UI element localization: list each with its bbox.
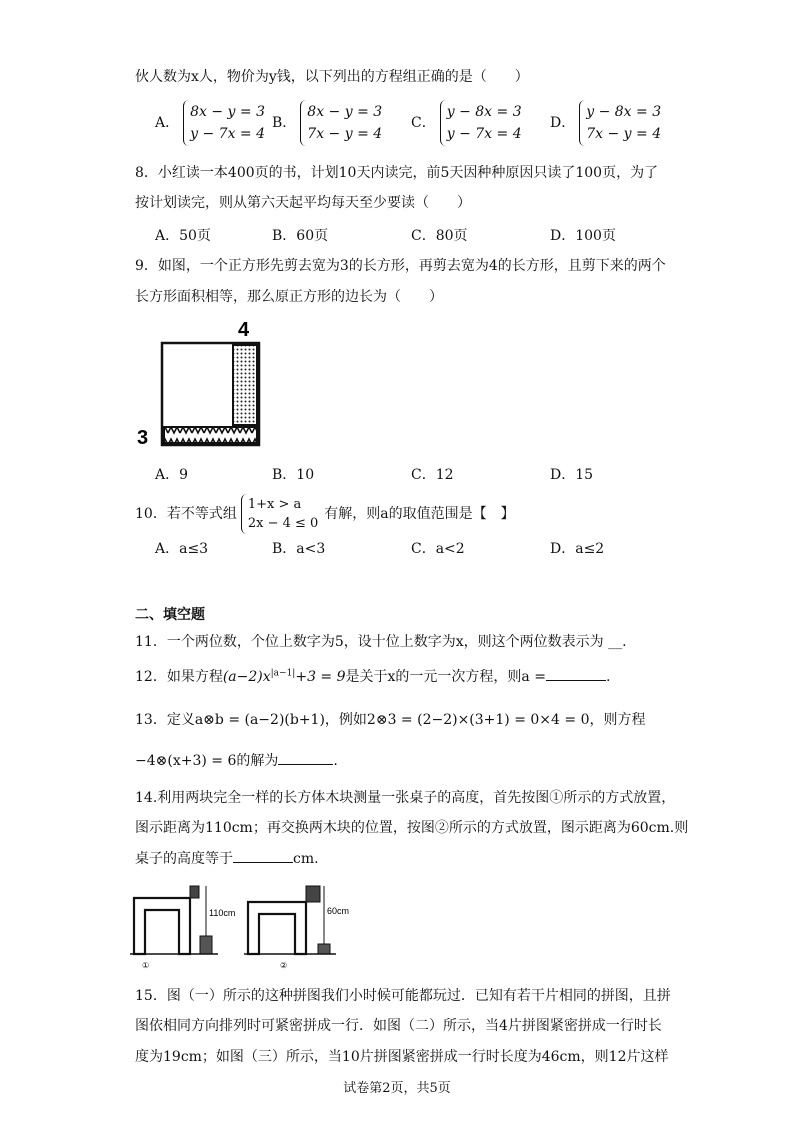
q9-option-b: B．10 <box>272 467 315 483</box>
option-label: D． <box>550 115 576 131</box>
q15-line-2: 图依相同方向排列时可紧密拼成一行．如图（二）所示，当4片拼图紧密拼成一行时长 <box>135 1018 662 1034</box>
q7-option-b <box>272 100 382 146</box>
q7-stem: 伙人数为x人，物价为y钱，以下列出的方程组正确的是（ ） <box>135 69 529 85</box>
q12-end: . <box>605 669 611 685</box>
q14-line-3 <box>135 848 319 868</box>
q14-prefix: 桌子的高度等于 <box>135 851 233 867</box>
measure-label-1: 110cm <box>209 908 236 918</box>
q13-equation: −4⊗(x+3) = 6的解为 <box>135 753 279 769</box>
q13-line-1 <box>135 709 646 729</box>
q9-option-c: C．12 <box>411 467 454 483</box>
equation-system: y − 8x = 3 7x − y = 4 <box>579 100 661 146</box>
q8-option-b: B．60页 <box>272 228 329 244</box>
label-4: 4 <box>238 319 250 341</box>
q9-line-2: 长方形面积相等，那么原正方形的边长为（ ） <box>135 289 443 305</box>
cut-rect-width-4 <box>233 345 257 425</box>
q14-suffix: cm. <box>293 851 319 867</box>
label-3: 3 <box>137 427 149 449</box>
q7-option-a <box>155 100 265 146</box>
q13-prefix: 13．定义 <box>135 712 195 728</box>
equation-system: y − 8x = 3 y − 7x = 4 <box>440 100 522 146</box>
q8-option-a: A．50页 <box>155 228 211 244</box>
q7-option-d <box>550 100 661 146</box>
option-label: B． <box>272 115 297 131</box>
equation-system: 8x − y = 3 7x − y = 4 <box>300 100 382 146</box>
option-label: A． <box>155 115 180 131</box>
q12-line <box>135 666 610 686</box>
block-on-table-1 <box>190 886 199 898</box>
inequality-system: 1+x > a 2x − 4 ≤ 0 <box>241 494 318 534</box>
q13-end: . <box>333 753 338 769</box>
q10-suffix: 有解，则a的取值范围是【 】 <box>324 506 515 522</box>
q11-line: 11．一个两位数，个位上数字为5，设十位上数字为x，则这个两位数表示为 __. <box>135 634 627 650</box>
fig1-caption: ① <box>142 961 150 970</box>
cut-rect-width-3 <box>164 427 257 443</box>
q15-line-3: 度为19cm；如图（三）所示，当10片拼图紧密拼成一行时长度为46cm，则12片这样 <box>135 1049 669 1065</box>
measure-label-2: 60cm <box>327 906 350 916</box>
q8-line-1: 8．小红读一本400页的书，计划10天内读完，前5天因种种原因只读了100页，为了 <box>135 165 659 181</box>
q14-answer-blank[interactable] <box>233 862 293 863</box>
q7-option-c <box>411 100 522 146</box>
q12-prefix: 12．如果方程 <box>135 669 223 685</box>
q13-answer-blank[interactable] <box>278 764 333 765</box>
block-on-floor-1 <box>200 936 212 954</box>
section-heading: 二、填空题 <box>135 607 205 623</box>
q12-equation-tail: +3 = 9 <box>295 669 346 685</box>
q8-option-c: C．80页 <box>411 228 468 244</box>
page-footer: 试卷第2页，共5页 <box>343 1081 451 1096</box>
q14-line-2: 图示距离为110cm；再交换两木块的位置，按图②所示的方式放置，图示距离为60cm.则 <box>135 820 689 836</box>
q12-answer-blank[interactable] <box>546 680 606 681</box>
q13-definition: a⊗b = (a−2)(b+1)，例如2⊗3 = (2−2)×(3+1) = 0×4 = 0，则方程 <box>194 712 646 728</box>
q9-square-figure <box>132 316 282 451</box>
q10-line <box>135 494 515 534</box>
q15-line-1: 15．图（一）所示的这种拼图我们小时候可能都玩过．已知有若干片相同的拼图，且拼 <box>135 988 671 1004</box>
q14-line-1: 14.利用两块完全一样的长方体木块测量一张桌子的高度，首先按图①所示的方式放置， <box>135 790 676 806</box>
q9-option-d: D．15 <box>550 467 594 483</box>
q9-line-1: 9．如图，一个正方形先剪去宽为3的长方形，再剪去宽为4的长方形，且剪下来的两个 <box>135 258 666 274</box>
option-label: C． <box>411 115 436 131</box>
table-2 <box>248 902 306 954</box>
q14-table-figure <box>130 880 370 970</box>
q8-option-d: D．100页 <box>550 228 616 244</box>
q10-option-d: D．a≤2 <box>550 541 605 557</box>
q8-line-2: 按计划读完，则从第六天起平均每天至少要读（ ） <box>135 195 471 211</box>
block-on-table-2 <box>306 886 320 902</box>
block-on-floor-2 <box>318 944 330 954</box>
q12-suffix: 是关于x的一元一次方程，则a = <box>345 669 546 685</box>
q10-prefix: 10．若不等式组 <box>135 506 237 522</box>
q10-option-c: C．a<2 <box>411 541 465 557</box>
fig2-caption: ② <box>280 961 288 970</box>
table-1 <box>134 898 190 954</box>
q10-option-a: A．a≤3 <box>155 541 209 557</box>
q13-line-2 <box>135 750 338 770</box>
q9-option-a: A．9 <box>155 467 189 483</box>
q12-equation: (a−2)x <box>222 669 271 685</box>
q10-option-b: B．a<3 <box>272 541 326 557</box>
equation-system: 8x − y = 3 y − 7x = 4 <box>183 100 265 146</box>
q12-exponent: |a−1| <box>270 668 296 679</box>
